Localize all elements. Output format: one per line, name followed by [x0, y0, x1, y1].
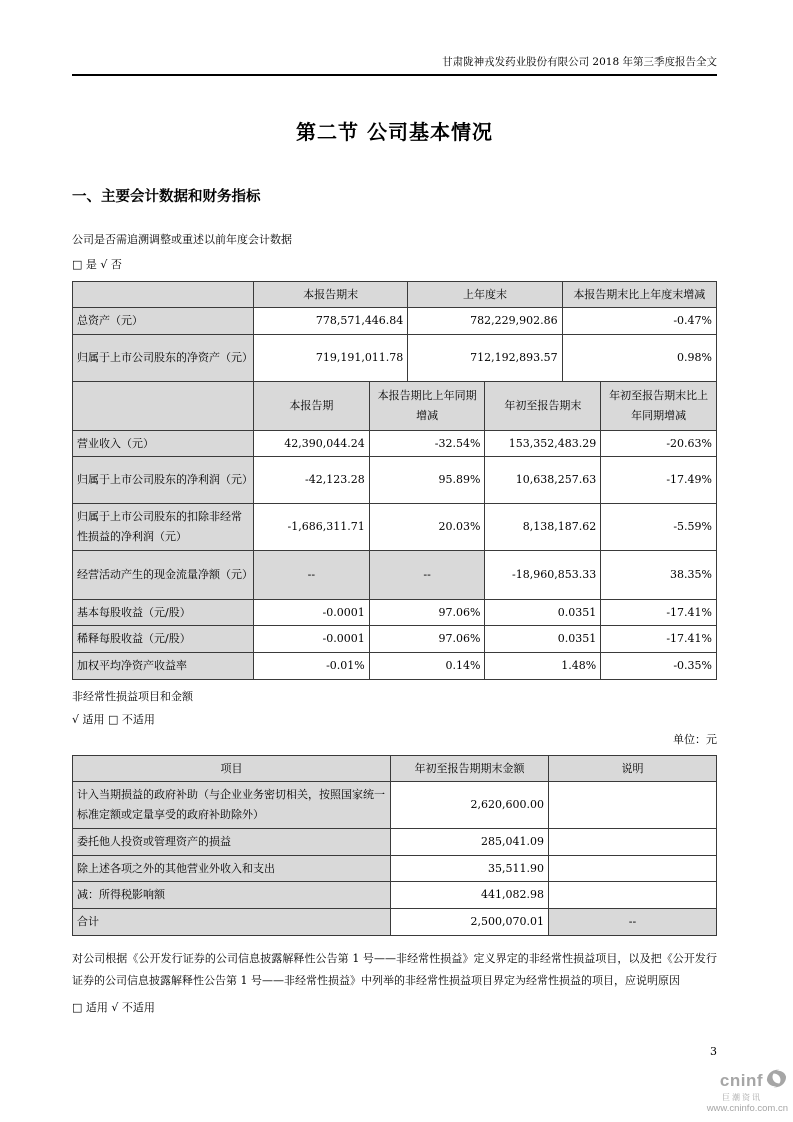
page-number: 3 — [710, 1045, 717, 1058]
value-cell: -17.41% — [601, 626, 717, 653]
row-label: 归属于上市公司股东的扣除非经常性损益的净利润（元） — [73, 504, 254, 551]
header-cell — [73, 382, 254, 431]
value-cell: 95.89% — [369, 457, 485, 504]
value-cell: 778,571,446.84 — [254, 308, 408, 335]
header-cell: 本报告期比上年同期增减 — [369, 382, 485, 431]
row-label: 归属于上市公司股东的净资产（元） — [73, 335, 254, 382]
cninfo-url: www.cninfo.com.cn — [706, 1102, 788, 1114]
table-row — [73, 782, 717, 829]
definition-note: 对公司根据《公开发行证券的公司信息披露解释性公告第 1 号——非经常性损益》定义界定的非经常性损益项目，以及把《公开发行证券的公司信息披露解释性公告第 1 号——非经常性损益》中列举的非经常性损益项目界定为经常性损益的项目，应说明原因 — [72, 952, 717, 987]
row-label: 委托他人投资或管理资产的损益 — [73, 829, 391, 856]
value-cell: -0.0001 — [254, 626, 370, 653]
note-cell — [549, 782, 717, 829]
table-header-row — [73, 756, 717, 782]
value-cell: 97.06% — [369, 626, 485, 653]
row-label: 归属于上市公司股东的净利润（元） — [73, 457, 254, 504]
value-cell: -- — [369, 551, 485, 600]
value-cell: 1.48% — [485, 653, 601, 680]
value-cell: -1,686,311.71 — [254, 504, 370, 551]
row-label: 总资产（元） — [73, 308, 254, 335]
value-cell: 719,191,011.78 — [254, 335, 408, 382]
value-cell: 8,138,187.62 — [485, 504, 601, 551]
amount-cell: 2,500,070.01 — [391, 909, 549, 936]
row-label: 减：所得税影响额 — [73, 882, 391, 909]
table-row — [73, 600, 717, 626]
row-label: 加权平均净资产收益率 — [73, 653, 254, 680]
amount-cell: 35,511.90 — [391, 856, 549, 882]
header-cell: 说明 — [549, 756, 717, 782]
row-label: 稀释每股收益（元/股） — [73, 626, 254, 653]
row-label: 计入当期损益的政府补助（与企业业务密切相关，按照国家统一标准定额或定量享受的政府补助除外） — [73, 782, 391, 829]
table-row — [73, 856, 717, 882]
value-cell: -20.63% — [601, 431, 717, 457]
value-cell: 153,352,483.29 — [485, 431, 601, 457]
value-cell: 20.03% — [369, 504, 485, 551]
header-cell: 项目 — [73, 756, 391, 782]
row-label: 合计 — [73, 909, 391, 936]
value-cell: -42,123.28 — [254, 457, 370, 504]
header-cell: 上年度末 — [408, 282, 562, 308]
section-heading: 一、主要会计数据和财务指标 — [72, 188, 261, 205]
value-cell: 42,390,044.24 — [254, 431, 370, 457]
table-row — [73, 653, 717, 680]
value-cell: -0.01% — [254, 653, 370, 680]
value-cell: 712,192,893.57 — [408, 335, 562, 382]
table-row — [73, 457, 717, 504]
row-label: 除上述各项之外的其他营业外收入和支出 — [73, 856, 391, 882]
page-header-title: 甘肃陇神戎发药业股份有限公司 2018 年第三季度报告全文 — [442, 56, 717, 68]
value-cell: 0.14% — [369, 653, 485, 680]
value-cell: -0.0001 — [254, 600, 370, 626]
value-cell: -- — [254, 551, 370, 600]
row-label: 基本每股收益（元/股） — [73, 600, 254, 626]
table-row — [73, 829, 717, 856]
value-cell: 0.0351 — [485, 626, 601, 653]
header-cell: 年初至报告期末比上年同期增减 — [601, 382, 717, 431]
nonrecurring-heading: 非经常性损益项目和金额 — [72, 690, 193, 703]
header-cell: 本报告期 — [254, 382, 370, 431]
restatement-note: 公司是否需追溯调整或重述以前年度会计数据 — [72, 233, 292, 246]
unit-label: 单位：元 — [673, 733, 717, 746]
cninfo-logo — [707, 1068, 788, 1114]
value-cell: -0.35% — [601, 653, 717, 680]
header-cell: 本报告期末 — [254, 282, 408, 308]
cninfo-swirl-icon — [765, 1068, 788, 1094]
note-cell: -- — [549, 909, 717, 936]
table-row — [73, 431, 717, 457]
value-cell: -17.49% — [601, 457, 717, 504]
amount-cell: 441,082.98 — [391, 882, 549, 909]
table-header-row — [73, 382, 717, 431]
table-row — [73, 504, 717, 551]
amount-cell: 285,041.09 — [391, 829, 549, 856]
row-label: 经营活动产生的现金流量净额（元） — [73, 551, 254, 600]
value-cell: -32.54% — [369, 431, 485, 457]
table-total-row — [73, 909, 717, 936]
nonrecurring-items-table — [72, 755, 717, 936]
header-cell: 年初至报告期末 — [485, 382, 601, 431]
definition-choice: □ 适用 √ 不适用 — [72, 1001, 155, 1014]
cninfo-cn-name: 巨潮资讯 — [722, 1092, 762, 1102]
value-cell: -0.47% — [562, 308, 716, 335]
page-header — [72, 0, 717, 76]
value-cell: 10,638,257.63 — [485, 457, 601, 504]
value-cell: -18,960,853.33 — [485, 551, 601, 600]
header-cell: 本报告期末比上年度末增减 — [562, 282, 716, 308]
header-cell: 年初至报告期期末金额 — [391, 756, 549, 782]
note-cell — [549, 856, 717, 882]
row-label: 营业收入（元） — [73, 431, 254, 457]
table-row — [73, 882, 717, 909]
value-cell: 38.35% — [601, 551, 717, 600]
value-cell: 0.98% — [562, 335, 716, 382]
value-cell: -5.59% — [601, 504, 717, 551]
table-row — [73, 551, 717, 600]
table-row — [73, 308, 717, 335]
restatement-choice: □ 是 √ 否 — [72, 258, 122, 271]
key-financials-table — [72, 281, 717, 680]
note-cell — [549, 829, 717, 856]
nonrecurring-choice: √ 适用 □ 不适用 — [72, 713, 155, 726]
cninfo-logo-text: cninf — [719, 1070, 763, 1090]
value-cell: 97.06% — [369, 600, 485, 626]
value-cell: -17.41% — [601, 600, 717, 626]
table-row — [73, 335, 717, 382]
table-header-row — [73, 282, 717, 308]
table-row — [73, 626, 717, 653]
note-cell — [549, 882, 717, 909]
amount-cell: 2,620,600.00 — [391, 782, 549, 829]
value-cell: 782,229,902.86 — [408, 308, 562, 335]
page-title: 第二节 公司基本情况 — [296, 120, 493, 144]
header-cell — [73, 282, 254, 308]
value-cell: 0.0351 — [485, 600, 601, 626]
